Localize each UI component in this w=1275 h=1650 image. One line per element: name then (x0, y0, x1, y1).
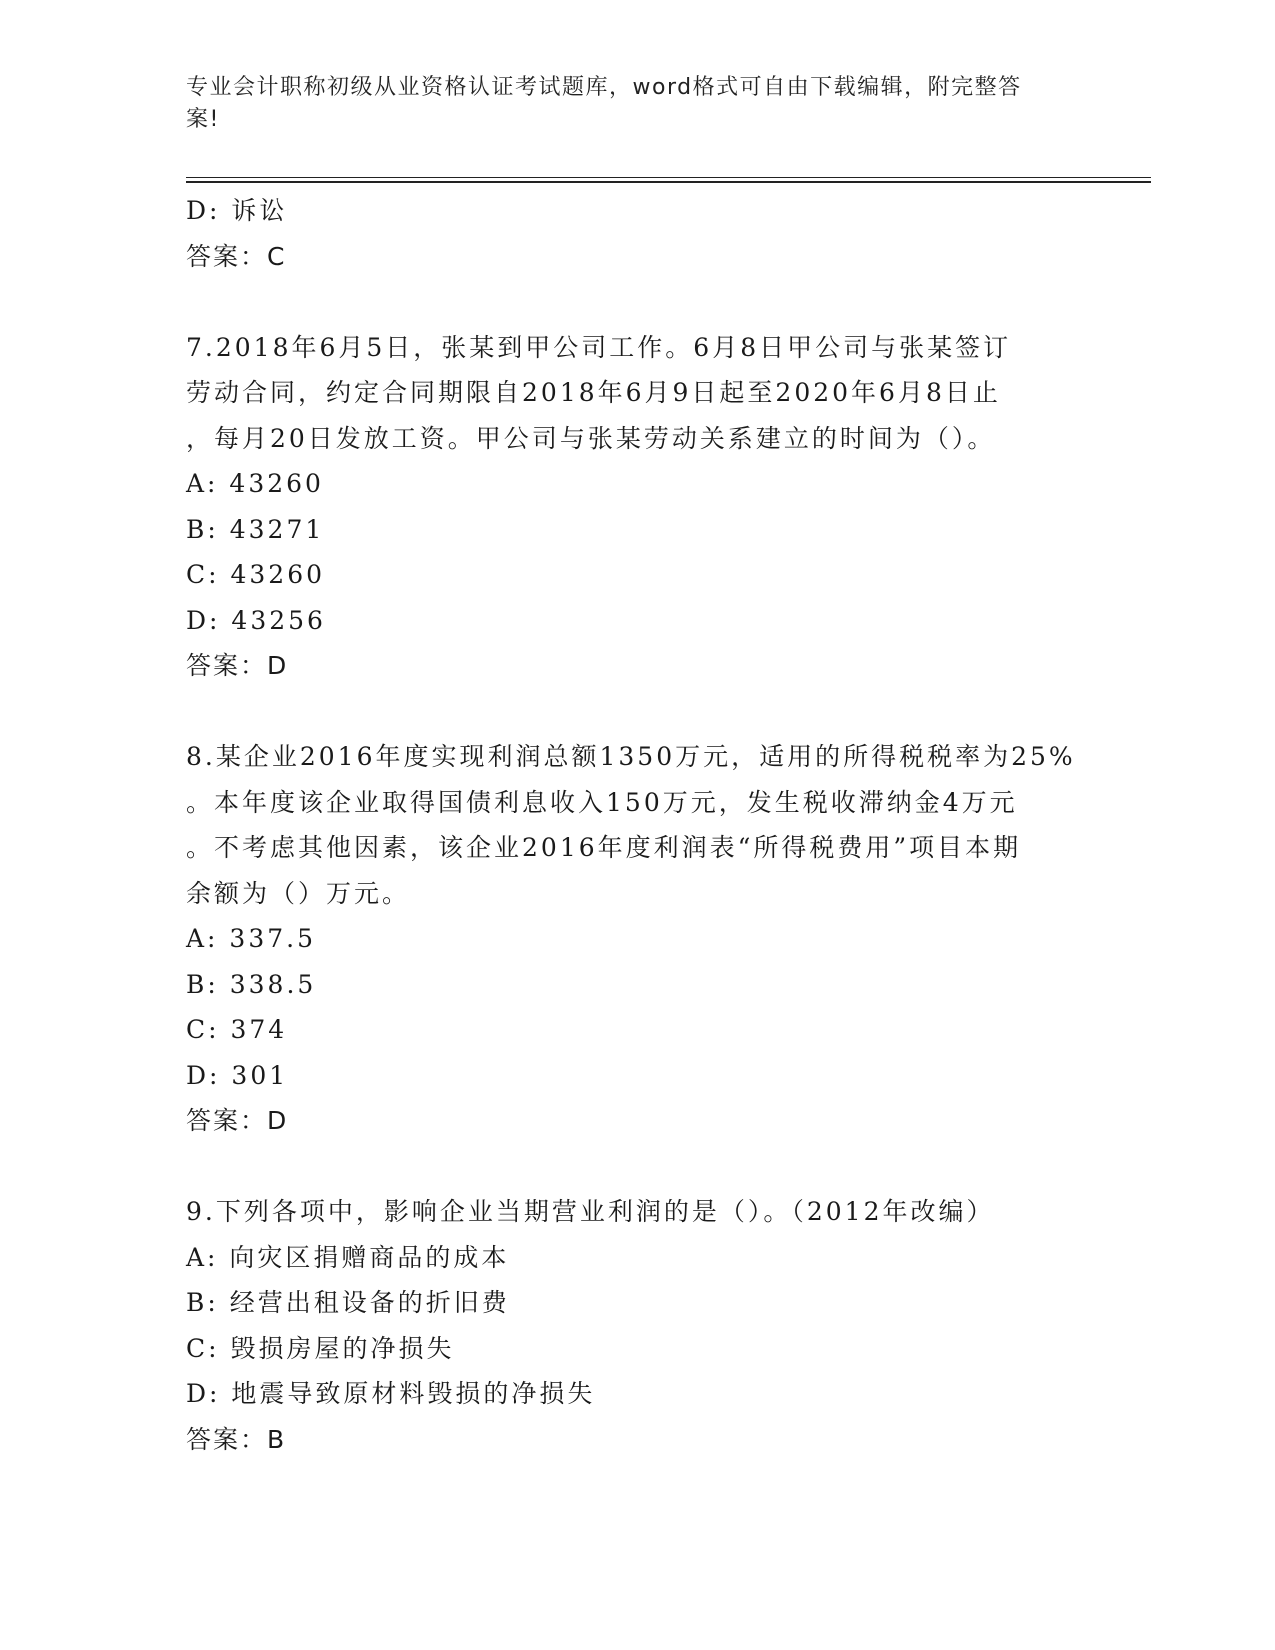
header-line-2: 案! (186, 107, 220, 132)
option-b: B: 338.5 (186, 969, 317, 999)
question-7 (186, 325, 1086, 689)
header-rule-thick (186, 181, 1151, 183)
option-b: B: 43271 (186, 514, 325, 544)
header-rule (186, 177, 1151, 178)
spacer (186, 1144, 1086, 1190)
option-c: C: 43260 (186, 560, 326, 589)
option-a: A: 43260 (186, 469, 324, 498)
question-8 (186, 734, 1086, 1144)
option-c: C: 374 (186, 1015, 288, 1044)
spacer (186, 689, 1086, 735)
option-a: A: 337.5 (186, 924, 316, 953)
spacer (186, 279, 1086, 325)
option-d: D: 301 (186, 1060, 289, 1090)
option-b: B: 经营出租设备的折旧费 (186, 1288, 510, 1317)
document-body (186, 188, 1086, 1462)
previous-question-tail (186, 188, 1086, 279)
question-stem-line: 劳动合同，约定合同期限自2018年6月9日起至2020年6月8日止 (186, 378, 1001, 407)
page-header (186, 72, 1066, 136)
question-stem-line: 9.下列各项中，影响企业当期营业利润的是（）。（2012年改编） (186, 1197, 995, 1226)
question-stem-line: ，每月20日发放工资。甲公司与张某劳动关系建立的时间为（）。 (186, 423, 996, 453)
option-c: C: 毁损房屋的净损失 (186, 1333, 455, 1363)
answer-line: 答案：C (186, 241, 287, 271)
answer-line: 答案：B (186, 1424, 287, 1454)
option-d: D: 地震导致原材料毁损的净损失 (186, 1379, 596, 1408)
answer-line: 答案：D (186, 651, 289, 680)
question-stem-line: 余额为（）万元。 (186, 878, 411, 908)
option-a: A: 向灾区捐赠商品的成本 (186, 1242, 510, 1272)
question-stem-line: 8.某企业2016年度实现利润总额1350万元，适用的所得税税率为25% (186, 742, 1076, 771)
question-stem-line: 7.2018年6月5日，张某到甲公司工作。6月8日甲公司与张某签订 (186, 332, 1012, 362)
option-d: D: 43256 (186, 605, 326, 635)
answer-line: 答案：D (186, 1106, 289, 1135)
question-9 (186, 1189, 1086, 1462)
option-d: D: 诉讼 (186, 196, 288, 225)
question-stem-line: 。本年度该企业取得国债利息收入150万元，发生税收滞纳金4万元 (186, 787, 1018, 817)
question-stem-line: 。不考虑其他因素，该企业2016年度利润表“所得税费用”项目本期 (186, 833, 1022, 862)
header-line-1: 专业会计职称初级从业资格认证考试题库，word格式可自由下载编辑，附完整答 (186, 75, 1022, 100)
